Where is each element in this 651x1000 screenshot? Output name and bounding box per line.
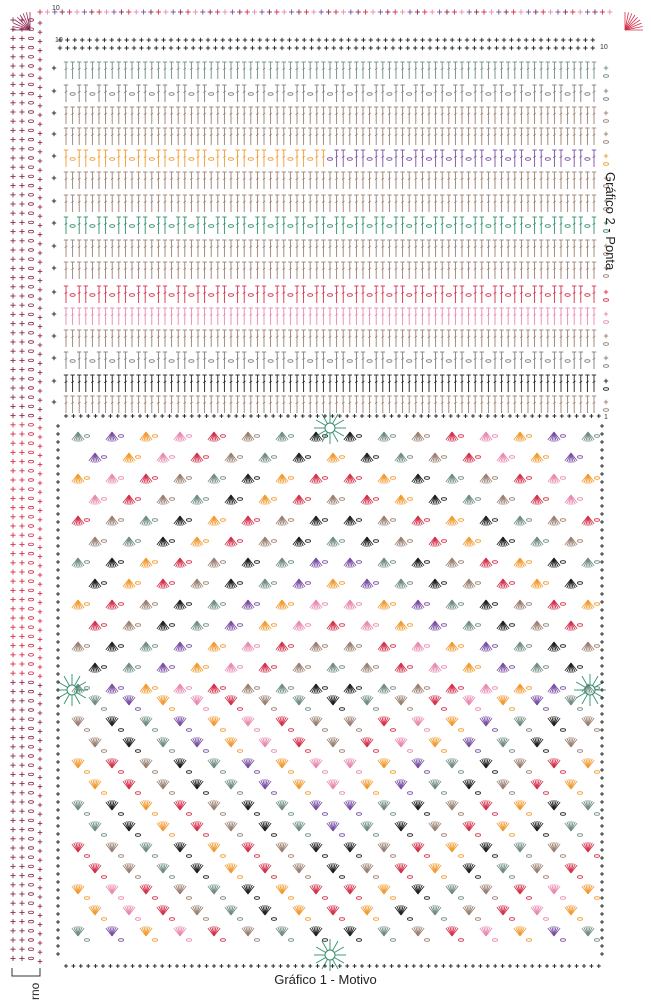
top-border-stitches <box>37 9 612 50</box>
border-label: rno <box>28 982 42 1000</box>
row-number-right: 10 <box>600 44 608 51</box>
chart-2-ponta-rows <box>52 62 609 413</box>
left-border-stitches <box>10 17 42 963</box>
chart-1-motivo-label: Gráfico 1 - Motivo <box>274 972 377 987</box>
chart-1-motivo-fans <box>72 432 600 941</box>
corner-fans <box>12 12 643 30</box>
row-number-top-left: 10 <box>52 5 60 12</box>
chart-2-ponta-label: Gráfico 2 - Ponta <box>603 172 618 271</box>
row-number-bottom-right: 1 <box>604 414 608 421</box>
row-number-top-inner: 10 <box>55 37 63 44</box>
